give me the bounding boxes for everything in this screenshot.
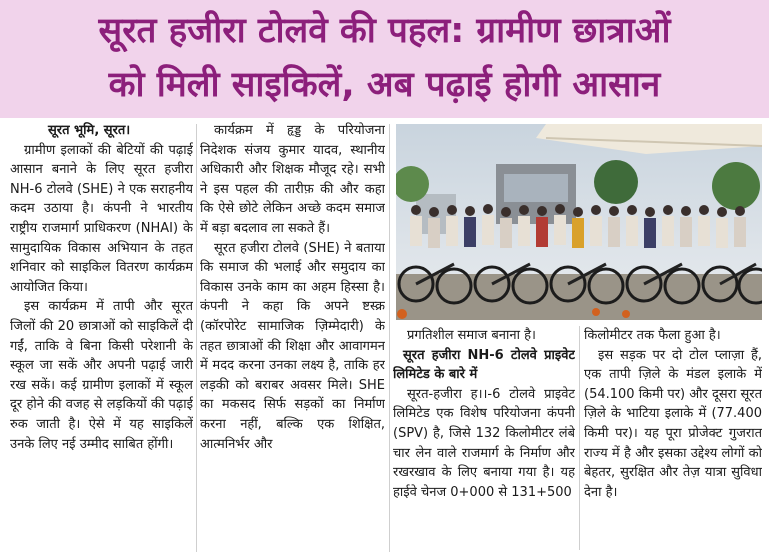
column-divider (389, 124, 390, 552)
dateline: सूरत भूमि, सूरत। (48, 123, 131, 138)
column-divider (579, 326, 580, 550)
article-column-4 (584, 326, 762, 551)
photo-illustration (396, 124, 762, 320)
subheading: सूरत हजीरा NH-6 टोलवे प्राइवेट लिमिटेड के बारे में (393, 347, 575, 383)
article-column-3 (393, 326, 575, 551)
headline-banner (0, 0, 769, 118)
paragraph: इस सड़क पर दो टोल प्लाज़ा हैं, एक तापी ज़िले के मंडल इलाके में (54.100 किमी पर) और दूसरा सूरत ज़िले के भाटिया इलाके में (77.400 किमी पर)। यह पूरा प्रोजेक्ट गुजरात राज्य में है और इसका उद्देश्य लोगों को बेहतर, सुरक्षित और तेज़ यात्रा सुविधा देना है। (584, 347, 762, 500)
paragraph: इस कार्यक्रम में तापी और सूरत जिलों की 20 छात्राओं को साइकिलें दी गईं, ताकि वे बिना किसी परेशानी के स्कूल जा सकें और अपनी पढ़ाई जारी रख सकें। कई ग्रामीण इलाकों में स्कूल दूर होने की वजह से लड़कियों की पढ़ाई रुक जाती है। ऐसे में यह साइकिलें उनके लिए नई उम्मीद साबित होंगी। (10, 299, 193, 452)
headline-line-2: को मिली साइकिलें, अब पढ़ाई होगी आसान (108, 65, 661, 105)
article-column-2 (200, 121, 385, 551)
paragraph: प्रगतिशील समाज बनाना है। (407, 328, 536, 343)
paragraph: सूरत-हजीरा ह।।-6 टोलवे प्राइवेट लिमिटेड एक विशेष परियोजना कंपनी (SPV) है, जिसे 132 किलोमीटर लंबे चार लेन वाले राजमार्ग के निर्माण और रखरखाव के लिए बनाया गया है। यह हाईवे चेनज 0+000 से 131+500 (393, 386, 575, 500)
paragraph: किलोमीटर तक फैला हुआ है। (584, 328, 721, 343)
news-photo-girls-with-bicycles (396, 124, 762, 320)
paragraph: कार्यक्रम में हृड्ड के परियोजना निदेशक संजय कुमार यादव, स्थानीय अधिकारी और शिक्षक मौजूद रहे। सभी ने इस पहल की तारीफ़ की और कहा कि ऐसे छोटे लेकिन अच्छे कदम समाज में बड़ा बदलाव ला सकते हैं। (200, 123, 385, 236)
paragraph: ग्रामीण इलाकों की बेटियों की पढ़ाई आसान बनाने के लिए सूरत हजीरा NH-6 टोलवे (SHE) ने एक सराहनीय कदम उठाया है। कंपनी ने भारतीय राष्ट्रीय राजमार्ग प्राधिकरण (NHAI) के सामुदायिक विकास अभियान के तहत शनिवार को साइकिल वितरण कार्यक्रम आयोजित किया। (10, 142, 193, 295)
paragraph: सूरत हजीरा टोलवे (SHE) ने बताया कि समाज की भलाई और समुदाय का विकास उनके काम का अहम हिस्सा है। कंपनी ने कहा कि अपने ष्टस्क्र (कॉरपोरेट सामाजिक ज़िम्मेदारी) के तहत छात्राओं की शिक्षा और आवागमन में मदद करना उनका लक्ष्य है, ताकि हर लड़की को बराबर अवसर मिले। SHE का मकसद सिर्फ सड़कों का निर्माण करना नहीं, बल्कि एक शिक्षित, आत्मनिर्भर और (200, 240, 385, 452)
article-column-1 (10, 121, 193, 551)
headline-line-1: सूरत हजीरा टोलवे की पहल: ग्रामीण छात्राओं (98, 11, 671, 51)
column-divider (196, 124, 197, 552)
